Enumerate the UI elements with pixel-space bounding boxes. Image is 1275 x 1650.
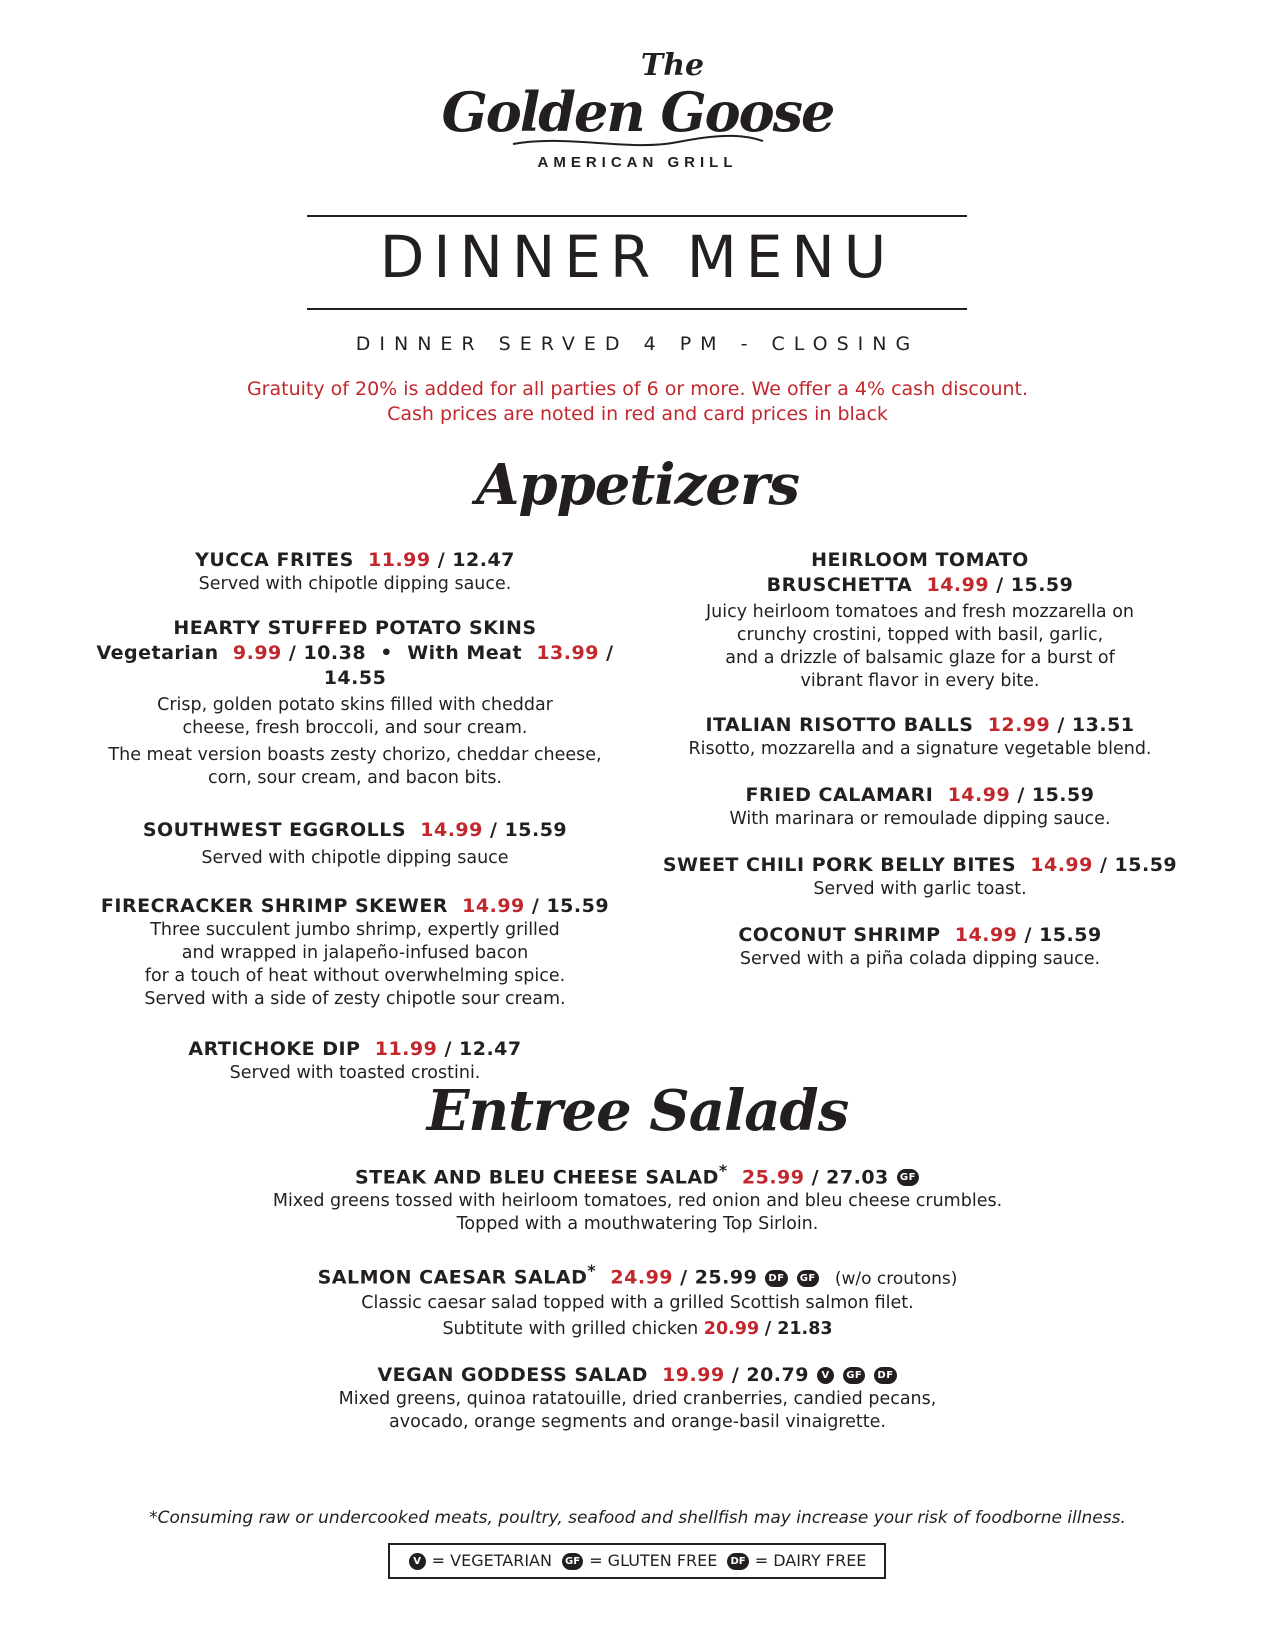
item-name — [640, 573, 1200, 598]
menu-item-shrimp-skewer — [75, 894, 635, 1011]
cash-price: 19.99 — [662, 1363, 725, 1386]
dairy-free-badge-icon: DF — [765, 1270, 787, 1287]
description-line: Topped with a mouthwatering Top Sirloin. — [456, 1214, 819, 1235]
item-description: Served with chipotle dipping sauce. — [198, 574, 512, 594]
item-description: Served with chipotle dipping sauce — [201, 848, 509, 868]
card-price: / 15.59 — [1100, 854, 1178, 876]
cash-price: 14.99 — [947, 784, 1011, 806]
pricing-notice-line2: Cash prices are noted in red and card prices in black — [387, 403, 888, 425]
item-title: ARTICHOKE DIP — [188, 1038, 361, 1060]
item-name — [0, 1363, 1275, 1388]
item-title: YUCCA FRITES — [195, 549, 354, 571]
cash-price: 25.99 — [741, 1166, 805, 1189]
pricing-notice — [0, 377, 1275, 427]
description-line: vibrant flavor in every bite. — [800, 671, 1040, 691]
item-name — [640, 853, 1200, 878]
cash-price: 24.99 — [610, 1266, 674, 1289]
card-price: / 10.38 — [288, 642, 367, 664]
dairy-free-badge-icon: DF — [874, 1367, 896, 1384]
menu-item-yucca-frites — [75, 548, 635, 596]
menu-item-potato-skins — [75, 616, 635, 790]
variant-meat-label: With Meat — [407, 642, 523, 664]
item-name — [0, 1158, 1275, 1190]
item-title: FRIED CALAMARI — [745, 784, 934, 806]
title-rule-top — [307, 215, 967, 217]
card-price: / 27.03 — [811, 1166, 889, 1189]
vegetarian-badge-icon: V — [409, 1553, 426, 1570]
menu-item-pork-belly-bites — [640, 853, 1200, 901]
card-price: / 15.59 — [996, 574, 1074, 596]
item-title: SALMON CAESAR SALAD — [317, 1266, 588, 1289]
badge-note: (w/o croutons) — [834, 1268, 958, 1289]
card-price: / 20.79 — [731, 1363, 809, 1386]
description-line: cheese, fresh broccoli, and sour cream. — [182, 718, 528, 738]
restaurant-logo — [0, 50, 1275, 171]
description-line: and wrapped in jalapeño-infused bacon — [181, 943, 529, 963]
substitute-text: Subtitute with grilled chicken — [442, 1318, 699, 1339]
item-title: VEGAN GODDESS SALAD — [377, 1363, 648, 1386]
appetizers-left-column — [75, 548, 635, 1105]
cash-price: 13.99 — [536, 642, 599, 664]
item-description: Risotto, mozzarella and a signature vegetable blend. — [688, 739, 1152, 759]
gluten-free-badge-icon: GF — [843, 1367, 865, 1384]
substitute-line — [0, 1318, 1275, 1341]
item-description — [640, 601, 1200, 693]
variant-separator: • — [380, 642, 393, 664]
description-line: and a drizzle of balsamic glaze for a burst of — [725, 648, 1115, 668]
item-description — [75, 694, 635, 790]
cash-price: 11.99 — [374, 1038, 438, 1060]
gluten-free-badge-icon: GF — [562, 1553, 583, 1570]
menu-item-risotto-balls — [640, 713, 1200, 761]
item-name — [75, 818, 635, 843]
item-description — [75, 919, 635, 1011]
cash-price: 14.99 — [1030, 854, 1093, 876]
card-price: / 15.59 — [489, 819, 568, 841]
menu-item-fried-calamari — [640, 783, 1200, 831]
menu-item-vegan-salad — [0, 1363, 1275, 1434]
cash-price: 14.99 — [954, 924, 1018, 946]
card-price: / 15.59 — [1017, 784, 1095, 806]
item-name — [75, 1037, 635, 1062]
menu-item-southwest-eggrolls — [75, 818, 635, 870]
salads-heading: Entree Salads — [426, 1078, 849, 1144]
legend-dairy-free-label: = DAIRY FREE — [754, 1551, 867, 1570]
logo-subtitle: AMERICAN GRILL — [537, 154, 738, 171]
description-line: Mixed greens tossed with heirloom tomatoes, red onion and bleu cheese crumbles. — [272, 1191, 1003, 1212]
appetizers-heading: Appetizers — [476, 452, 799, 518]
item-variants — [75, 641, 635, 691]
item-title: STEAK AND BLEU CHEESE SALAD — [355, 1166, 719, 1189]
description-line: Three succulent jumbo shrimp, expertly grilled — [150, 920, 560, 940]
card-price: / 15.59 — [531, 895, 610, 917]
item-description: Served with toasted crostini. — [229, 1063, 481, 1083]
item-title: ITALIAN RISOTTO BALLS — [705, 714, 974, 736]
card-price: / 15.59 — [1024, 924, 1102, 946]
item-description: Served with garlic toast. — [813, 879, 1027, 899]
description-line: Mixed greens, quinoa ratatouille, dried cranberries, candied pecans, — [338, 1388, 937, 1409]
cash-price: 14.99 — [462, 895, 525, 917]
raw-warning-asterisk: * — [587, 1261, 597, 1281]
card-price: / 12.47 — [437, 549, 515, 571]
raw-warning-asterisk: * — [718, 1161, 728, 1180]
item-title: HEARTY STUFFED POTATO SKINS — [173, 617, 537, 639]
logo-name: Golden Goose — [441, 80, 834, 144]
served-hours: DINNER SERVED 4 PM - CLOSING — [355, 333, 920, 355]
description-line: corn, sour cream, and bacon bits. — [207, 768, 502, 788]
item-title: HEIRLOOM TOMATO — [811, 549, 1029, 571]
item-name — [75, 548, 635, 573]
card-price: / 21.83 — [764, 1318, 833, 1339]
item-description: Served with a piña colada dipping sauce. — [739, 949, 1101, 969]
card-price: / 13.51 — [1057, 714, 1135, 736]
item-name — [640, 713, 1200, 738]
dairy-free-badge-icon: DF — [727, 1553, 748, 1570]
item-description — [0, 1292, 1275, 1341]
description-line: Served with a side of zesty chipotle sour cream. — [144, 989, 566, 1009]
legend-gluten-free-label: = GLUTEN FREE — [589, 1551, 718, 1570]
description-line: The meat version boasts zesty chorizo, cheddar cheese, — [108, 745, 602, 765]
card-price: / 12.47 — [444, 1038, 522, 1060]
menu-item-steak-salad — [0, 1158, 1275, 1236]
menu-item-salmon-salad — [0, 1258, 1275, 1340]
description-line: Crisp, golden potato skins filled with cheddar — [157, 695, 553, 715]
item-name — [75, 894, 635, 919]
variant-veg-label: Vegetarian — [96, 642, 219, 664]
item-title: COCONUT SHRIMP — [738, 924, 941, 946]
item-title: SOUTHWEST EGGROLLS — [142, 819, 407, 841]
description-line: for a touch of heat without overwhelming spice. — [144, 966, 566, 986]
item-description — [0, 1388, 1275, 1434]
cash-price: 14.99 — [926, 574, 990, 596]
card-price: / 25.99 — [680, 1266, 758, 1289]
item-title: BRUSCHETTA — [766, 574, 913, 596]
title-rule-bottom — [307, 308, 967, 310]
description-line: avocado, orange segments and orange-basil vinaigrette. — [389, 1411, 886, 1432]
cash-price: 20.99 — [703, 1318, 760, 1339]
menu-item-coconut-shrimp — [640, 923, 1200, 971]
pricing-notice-line1: Gratuity of 20% is added for all parties of 6 or more. We offer a 4% cash discount. — [246, 378, 1029, 400]
dietary-legend — [388, 1543, 886, 1579]
item-name — [0, 1258, 1275, 1291]
cash-price: 11.99 — [368, 549, 431, 571]
logo-the: The — [640, 48, 705, 83]
item-description — [0, 1190, 1275, 1236]
description-line: Juicy heirloom tomatoes and fresh mozzarella on — [705, 602, 1135, 622]
item-title: FIRECRACKER SHRIMP SKEWER — [100, 895, 448, 917]
appetizers-right-column — [640, 548, 1200, 991]
item-name — [640, 783, 1200, 808]
cash-price: 9.99 — [232, 642, 282, 664]
gluten-free-badge-icon: GF — [797, 1270, 819, 1287]
cash-price: 14.99 — [420, 819, 483, 841]
description-line: Classic caesar salad topped with a grilled Scottish salmon filet. — [361, 1292, 914, 1313]
salads-section — [0, 1158, 1275, 1454]
cash-price: 12.99 — [987, 714, 1051, 736]
card-price: / 14.55 — [323, 642, 614, 689]
page-title: DINNER MENU — [379, 223, 896, 291]
item-description: With marinara or remoulade dipping sauce. — [729, 809, 1111, 829]
menu-item-bruschetta — [640, 548, 1200, 693]
legend-vegetarian-label: = VEGETARIAN — [431, 1551, 552, 1570]
foodborne-disclaimer: *Consuming raw or undercooked meats, poultry, seafood and shellfish may increase your risk of foodborne illness. — [149, 1508, 1126, 1528]
item-name — [640, 923, 1200, 948]
vegetarian-badge-icon: V — [817, 1367, 834, 1384]
gluten-free-badge-icon: GF — [897, 1169, 919, 1186]
item-title: SWEET CHILI PORK BELLY BITES — [662, 854, 1017, 876]
description-line: crunchy crostini, topped with basil, garlic, — [736, 625, 1104, 645]
